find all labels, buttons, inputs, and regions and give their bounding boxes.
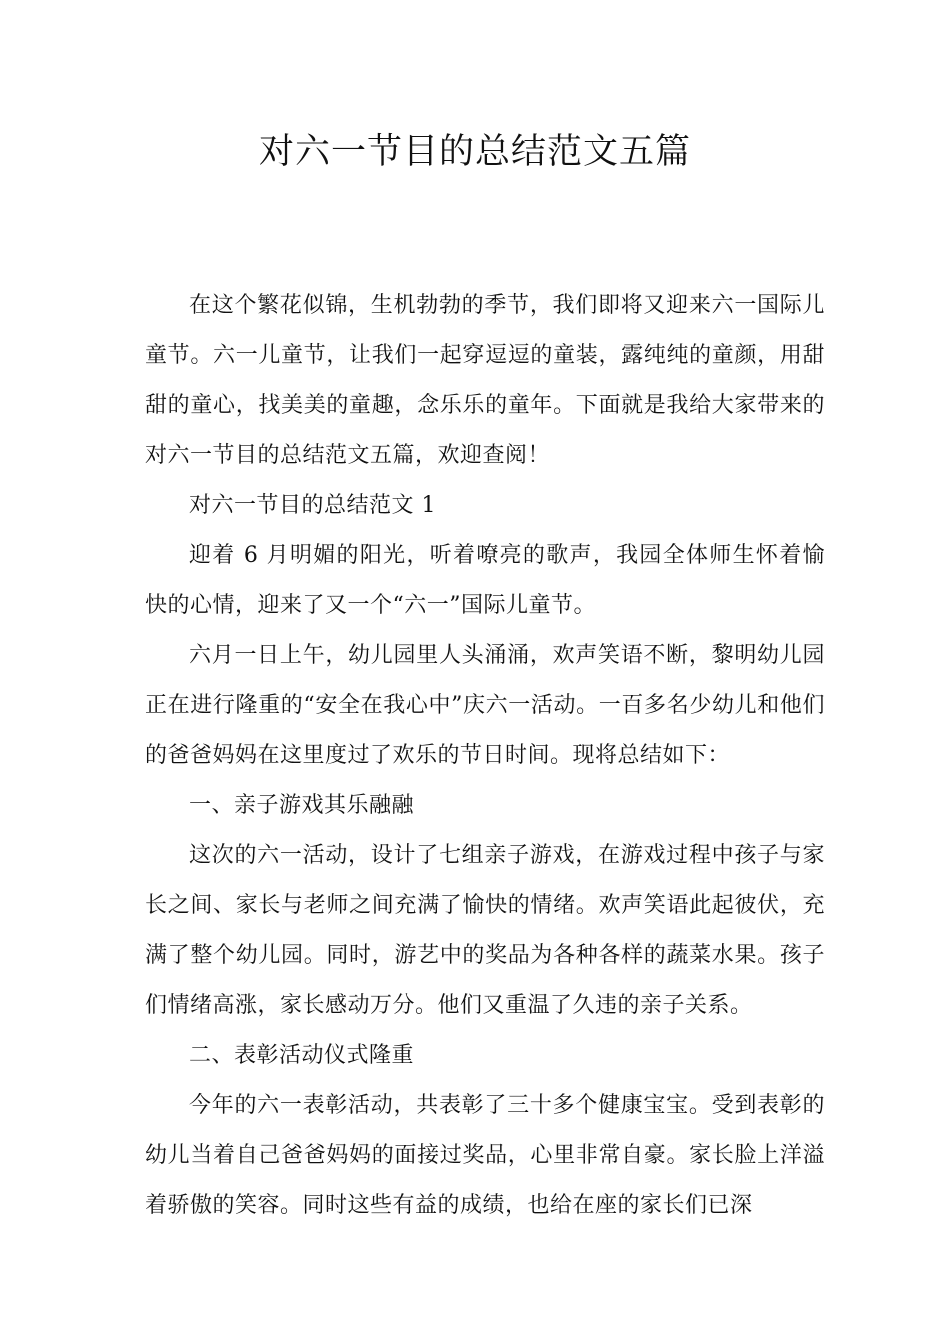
section-heading-award-ceremony: 二、表彰活动仪式隆重 — [189, 1043, 415, 1068]
paragraph-intro: 在这个繁花似锦，生机勃勃的季节，我们即将又迎来六一国际儿童节。六一儿童节，让我们一起穿逗逗的童装，露纯纯的童颜，用甜甜的童心，找美美的童趣，念乐乐的童年。下面就是我给大家带来的对六一节目的总结范文五篇，欢迎查阅！ — [145, 293, 825, 468]
document-body — [145, 281, 825, 1231]
section-heading-sample-1: 对六一节目的总结范文 1 — [189, 493, 436, 518]
section-heading-parent-child-games: 一、亲子游戏其乐融融 — [189, 793, 415, 818]
paragraph: 这次的六一活动，设计了七组亲子游戏，在游戏过程中孩子与家长之间、家长与老师之间充满了愉快的情绪。欢声笑语此起彼伏，充满了整个幼儿园。同时，游艺中的奖品为各种各样的蔬菜水果。孩子们情绪高涨，家长感动万分。他们又重温了久违的亲子关系。 — [145, 843, 825, 1018]
paragraph: 迎着 6 月明媚的阳光，听着嘹亮的歌声，我园全体师生怀着愉快的心情，迎来了又一个“六一”国际儿童节。 — [145, 543, 825, 618]
paragraph: 今年的六一表彰活动，共表彰了三十多个健康宝宝。受到表彰的幼儿当着自己爸爸妈妈的面接过奖品，心里非常自豪。家长脸上洋溢着骄傲的笑容。同时这些有益的成绩，也给在座的家长们已深 — [145, 1093, 825, 1218]
document-title: 对六一节目的总结范文五篇 — [258, 132, 691, 172]
paragraph: 六月一日上午，幼儿园里人头涌涌，欢声笑语不断，黎明幼儿园正在进行隆重的“安全在我心中”庆六一活动。一百多名少幼儿和他们的爸爸妈妈在这里度过了欢乐的节日时间。现将总结如下： — [145, 643, 825, 768]
